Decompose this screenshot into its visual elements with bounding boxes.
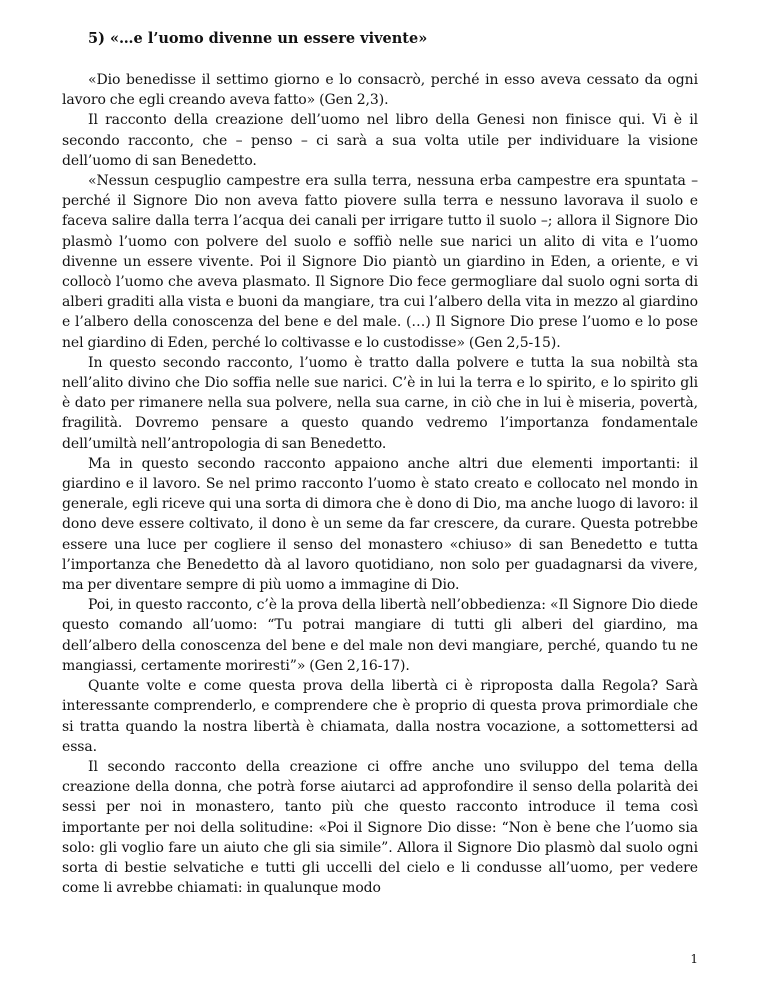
page-number: 1 (690, 952, 698, 966)
paragraph: In questo secondo racconto, l’uomo è tratto dalla polvere e tutta la sua nobiltà sta nell’alito divino che Dio soffia nelle sue narici. C’è in lui la terra e lo spirito, e lo spirito gli è dato per rimanere nella sua polvere, nella sua carne, in ciò che in lui è miseria, povertà, fragilità. Dovremo pensare a questo quando vedremo l’importanza fondamentale dell’umiltà nell’antropologia di san Benedetto. (62, 354, 698, 452)
paragraph: Poi, in questo racconto, c’è la prova della libertà nell’obbedienza: «Il Signore Dio diede questo comando all’uomo: “Tu potrai mangiare di tutti gli alberi del giardino, ma dell’albero della conoscenza del bene e del male non devi mangiare, perché, quando tu ne mangiassi, certamente moriresti”» (Gen 2,16-17). (62, 597, 698, 674)
paragraph: Ma in questo secondo racconto appaiono anche altri due elementi importanti: il giardino e il lavoro. Se nel primo racconto l’uomo è stato creato e collocato nel mondo in generale, egli riceve qui una sorta di dimora che è dono di Dio, ma anche luogo di lavoro: il dono deve essere coltivato, il dono è un seme da far crescere, da curare. Questa potrebbe essere una luce per cogliere il senso del monastero «chiuso» di san Benedetto e tutta l’importanza che Benedetto dà al lavoro quotidiano, non solo per guadagnarsi da vivere, ma per diventare sempre di più uomo a immagine di Dio. (62, 455, 698, 594)
section-heading: 5) «…e l’uomo divenne un essere vivente» (88, 30, 428, 47)
body-text (62, 70, 698, 898)
paragraph: «Dio benedisse il settimo giorno e lo consacrò, perché in esso aveva cessato da ogni lavoro che egli creando aveva fatto» (Gen 2,3). (62, 72, 698, 109)
paragraph: Quante volte e come questa prova della libertà ci è riproposta dalla Regola? Sarà interessante comprenderlo, e comprendere che è proprio di questa prova primordiale che si tratta quando la nostra libertà è chiamata, dalla nostra vocazione, a sottomettersi ad essa. (62, 678, 698, 755)
paragraph: Il racconto della creazione dell’uomo nel libro della Genesi non finisce qui. Vi è il secondo racconto, che – penso – ci sarà a sua volta utile per individuare la visione dell’uomo di san Benedetto. (62, 112, 698, 169)
paragraph: «Nessun cespuglio campestre era sulla terra, nessuna erba campestre era spuntata – perché il Signore Dio non aveva fatto piovere sulla terra e nessuno lavorava il suolo e faceva salire dalla terra l’acqua dei canali per irrigare tutto il suolo –; allora il Signore Dio plasmò l’uomo con polvere del suolo e soffiò nelle sue narici un alito di vita e l’uomo divenne un essere vivente. Poi il Signore Dio piantò un giardino in Eden, a oriente, e vi collocò l’uomo che aveva plasmato. Il Signore Dio fece germogliare dal suolo ogni sorta di alberi graditi alla vista e buoni da mangiare, tra cui l’albero della vita in mezzo al giardino e l’albero della conoscenza del bene e del male. (…) Il Signore Dio prese l’uomo e lo pose nel giardino di Eden, perché lo coltivasse e lo custodisse» (Gen 2,5-15). (62, 173, 698, 351)
paragraph: Il secondo racconto della creazione ci offre anche uno sviluppo del tema della creazione della donna, che potrà forse aiutarci ad approfondire il senso della polarità dei sessi per noi in monastero, tanto più che questo racconto introduce il tema così importante per noi della solitudine: «Poi il Signore Dio disse: “Non è bene che l’uomo sia solo: gli voglio fare un aiuto che gli sia simile”. Allora il Signore Dio plasmò dal suolo ogni sorta di bestie selvatiche e tutti gli uccelli del cielo e li condusse all’uomo, per vedere come li avrebbe chiamati: in qualunque modo (62, 758, 698, 897)
